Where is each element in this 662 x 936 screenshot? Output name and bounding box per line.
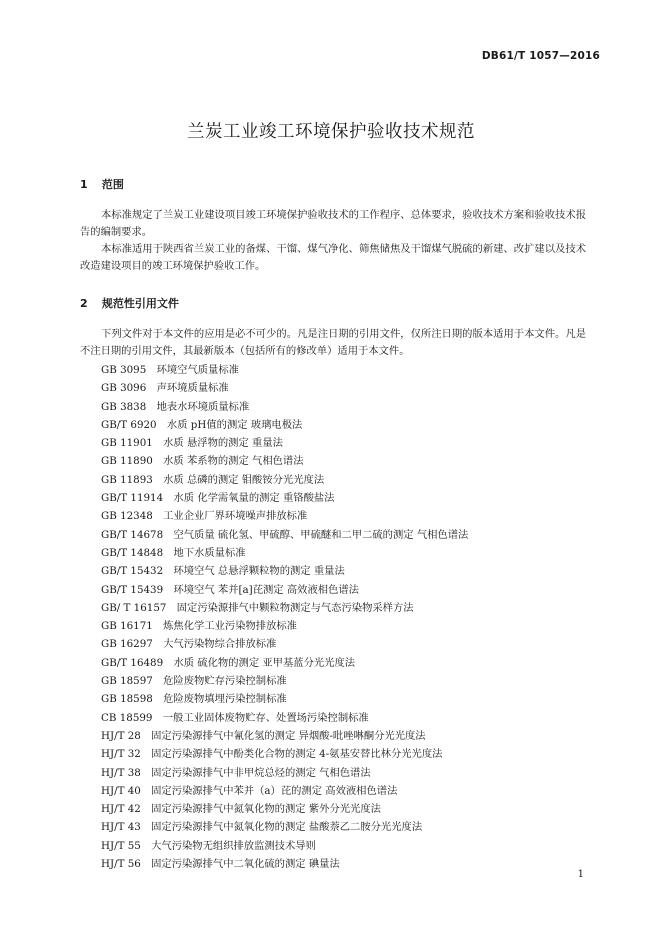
reference-item [101,434,468,452]
reference-title: 工业企业厂界环境噪声排放标准 [163,510,308,523]
reference-item [101,690,468,708]
reference-item [101,361,468,379]
reference-code: HJ/T 38 [101,766,141,779]
reference-code: GB 3096 [101,382,147,395]
reference-item [101,471,468,489]
reference-title: 危险废物填埋污染控制标准 [163,693,287,706]
reference-code: GB 11901 [101,437,153,450]
reference-code: HJ/T 56 [101,858,141,871]
reference-title: 一般工业固体废物贮存、处置场污染控制标准 [162,711,369,724]
reference-item [101,672,468,690]
reference-title: 水质 悬浮物的测定 重量法 [163,437,283,450]
reference-code: HJ/T 40 [101,784,141,797]
reference-code: GB/T 14848 [101,546,164,559]
reference-code: HJ/T 43 [101,821,141,834]
reference-item [101,507,468,525]
scope-paragraph-2: 本标准适用于陕西省兰炭工业的备煤、干馏、煤气净化、筛焦储焦及干馏煤气脱硫的新建、改扩建以及技术改造建设项目的竣工环境保护验收工作。 [80,243,586,272]
reference-item [101,654,468,672]
reference-title: 危险废物贮存污染控制标准 [163,675,287,688]
reference-title: 地下水质量标准 [173,546,246,559]
reference-code: GB 11890 [101,455,153,468]
page-number: 1 [577,869,584,880]
section-number: 1 [80,178,88,191]
reference-code: GB/T 11914 [101,492,164,505]
reference-item [101,617,468,635]
reference-item [101,800,468,818]
reference-item [101,379,468,397]
section-title: 规范性引用文件 [101,297,179,310]
reference-code: GB/T 6920 [101,418,157,431]
reference-title: 固定污染源排气中氰化氢的测定 异烟酸-吡唑啉酮分光光度法 [151,729,426,742]
reference-code: GB/T 15432 [101,565,164,578]
reference-code: HJ/T 55 [101,839,141,852]
reference-title: 固定污染源排气中二氧化硫的测定 碘量法 [151,858,340,871]
reference-title: 水质 化学需氧量的测定 重铬酸盐法 [173,492,335,505]
reference-title: 水质 pH值的测定 玻璃电极法 [166,418,303,431]
references-intro: 下列文件对于本文件的应用是必不可少的。凡是注日期的引用文件，仅所注日期的版本适用于本文件。凡是不注日期的引用文件，其最新版本（包括所有的修改单）适用于本文件。 [80,328,586,357]
reference-item [101,452,468,470]
reference-title: 地表水环境质量标准 [156,400,250,413]
reference-code: GB 3838 [101,400,147,413]
reference-item [101,837,468,855]
reference-item [101,855,468,873]
reference-item [101,818,468,836]
document-code: DB61/T 1057—2016 [481,50,600,62]
reference-title: 固定污染源排气中氮氧化物的测定 紫外分光光度法 [151,803,381,816]
section-heading-references [80,295,179,311]
reference-code: GB 11893 [101,473,153,486]
reference-code: GB 18598 [101,693,153,706]
reference-title: 环境空气 总悬浮颗粒物的测定 重量法 [173,565,345,578]
reference-item [101,709,468,727]
reference-code: GB 16297 [101,638,153,651]
reference-item [101,489,468,507]
reference-item [101,581,468,599]
reference-title: 固定污染源排气中酚类化合物的测定 4-氨基安替比林分光光度法 [151,748,443,761]
reference-code: GB/T 16489 [101,656,164,669]
reference-title: 水质 总磷的测定 钼酸铵分光光度法 [163,473,325,486]
reference-title: 水质 硫化物的测定 亚甲基蓝分光光度法 [173,656,356,669]
section-number: 2 [80,297,88,310]
scope-paragraph-1: 本标准规定了兰炭工业建设项目竣工环境保护验收技术的工作程序、总体要求，验收技术方案和验收技术报告的编制要求。 [80,209,586,238]
reference-title: 大气污染物综合排放标准 [163,638,277,651]
reference-title: 水质 苯系物的测定 气相色谱法 [163,455,304,468]
reference-code: HJ/T 42 [101,803,141,816]
reference-item [101,782,468,800]
reference-item [101,599,468,617]
reference-code: HJ/T 32 [101,748,141,761]
reference-item [101,562,468,580]
section-title: 范围 [101,178,124,191]
reference-title: 环境空气 苯并[a]芘测定 高效液相色谱法 [173,583,359,596]
reference-item [101,635,468,653]
reference-title: 固定污染源排气中非甲烷总烃的测定 气相色谱法 [151,766,371,779]
reference-code: GB/T 15439 [101,583,164,596]
reference-code: GB 12348 [101,510,153,523]
reference-title: 声环境质量标准 [156,382,229,395]
page-title: 兰炭工业竣工环境保护验收技术规范 [187,122,475,142]
reference-item [101,764,468,782]
reference-title: 固定污染源排气中氮氧化物的测定 盐酸萘乙二胺分光光度法 [151,821,423,834]
reference-title: 固定污染源排气中颗粒物测定与气态污染物采样方法 [176,601,414,614]
reference-item [101,398,468,416]
reference-code: CB 18599 [101,711,153,724]
reference-code: GB/T 14678 [101,528,164,541]
reference-title: 炼焦化学工业污染物排放标准 [163,620,297,633]
reference-code: GB 18597 [101,675,153,688]
reference-item [101,745,468,763]
reference-title: 环境空气质量标准 [156,364,239,376]
reference-title: 大气污染物无组织排放监测技术导则 [151,839,316,852]
reference-code: HJ/T 28 [101,729,141,742]
reference-code: GB 16171 [101,620,153,633]
reference-list [101,361,468,873]
reference-item [101,526,468,544]
reference-item [101,416,468,434]
reference-code: GB 3095 [101,364,147,376]
reference-code: GB/ T 16157 [101,601,167,614]
reference-item [101,727,468,745]
reference-title: 空气质量 硫化氢、甲硫醇、甲硫醚和二甲二硫的测定 气相色谱法 [173,528,469,541]
reference-item [101,544,468,562]
section-heading-scope [80,176,124,192]
reference-title: 固定污染源排气中苯并（a）芘的测定 高效液相色谱法 [151,784,398,797]
